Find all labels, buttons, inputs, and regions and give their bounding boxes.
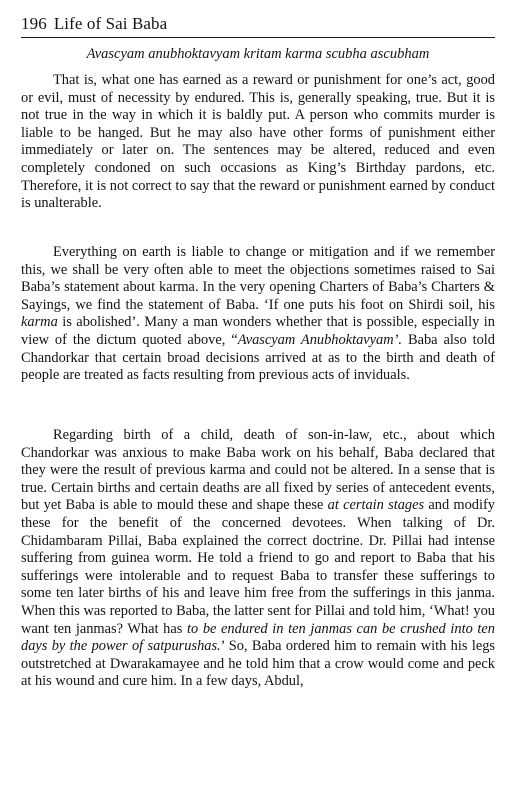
- paragraph-3: [21, 427, 495, 691]
- text-segment: ’ So, Baba ordered him to remain with his legs outstretched at Dwarakamayee and he told him that a crow would come and peck at his wound and cure him. In a few days, Abdul,: [21, 638, 495, 690]
- text-segment: Regarding birth of a child, death of son-in-law, etc., about which Chandorkar was anxious to make Baba work on his behalf, Baba declared that they were the result of previous karma and could not be altered. In a sense that is true. Certain births and certain deaths are all fixed by series of antecedent events, but yet Baba is able to mould these and shape these: [21, 427, 495, 514]
- text-segment: Baba also told Chandorkar that certain broad decisions arrived at as to the birth and death of people are treated as facts resulting from previous acts of inviduals.: [21, 331, 496, 384]
- running-title: Life of Sai Baba: [53, 14, 168, 33]
- text-segment: Avascyam Anubhoktavyam’.: [237, 331, 403, 348]
- text-segment: is abolished’. Many a man wonders whether that is possible, especially in view of the dictum quoted above, “: [21, 314, 495, 348]
- text-segment: That is, what one has earned as a reward or punishment for one’s act, good or evil, must of necessity by endured. This is, generally speaking, true. But it is not true in the way in which it is baldly put. A person who commits murder is liable to be hanged. But he may also have other forms of punishment either immediately or later on. The sentences may be altered, reduced and even completely condoned on such occasions as King’s Birthday pardons, etc. Therefore, it is not correct to say that the reward or punishment earned by conduct is unalterable.: [21, 72, 495, 212]
- page-number: 196: [21, 14, 47, 33]
- text-segment: karma: [21, 314, 58, 331]
- epigraph: Avascyam anubhoktavyam kritam karma scubha ascubham: [86, 46, 430, 62]
- text-segment: and modify these for the benefit of the concerned devotees. When talking of Dr. Chidambaram Pillai, Baba explained the correct doctrine. Dr. Pillai had intense suffering from guinea worm. He told a friend to go and report to Baba that his sufferings were intolerable and to request Baba to transfer these sufferings to some ten later births of his and leave him free from the sufferings in this janma. When this was reported to Baba, the latter sent for Pillai and told him, ‘What! you want ten janmas? What has: [21, 497, 495, 637]
- text-segment: to be endured in ten janmas can be crushed into ten days by the power of satpurushas.: [21, 620, 495, 655]
- header-rule: [21, 37, 495, 38]
- page-header: [21, 14, 495, 34]
- paragraph-2: [21, 244, 495, 385]
- text-segment: at certain stages: [327, 497, 425, 514]
- paragraph-1: [21, 72, 495, 213]
- text-segment: Everything on earth is liable to change or mitigation and if we remember this, we shall be very often able to meet the objections sometimes raised to Sai Baba’s statement about karma. In the very opening Charters of Baba’s Charters & Sayings, we find the statement of Baba. ‘If one puts his foot on Shirdi soil, his: [21, 244, 495, 313]
- book-page: [21, 0, 495, 800]
